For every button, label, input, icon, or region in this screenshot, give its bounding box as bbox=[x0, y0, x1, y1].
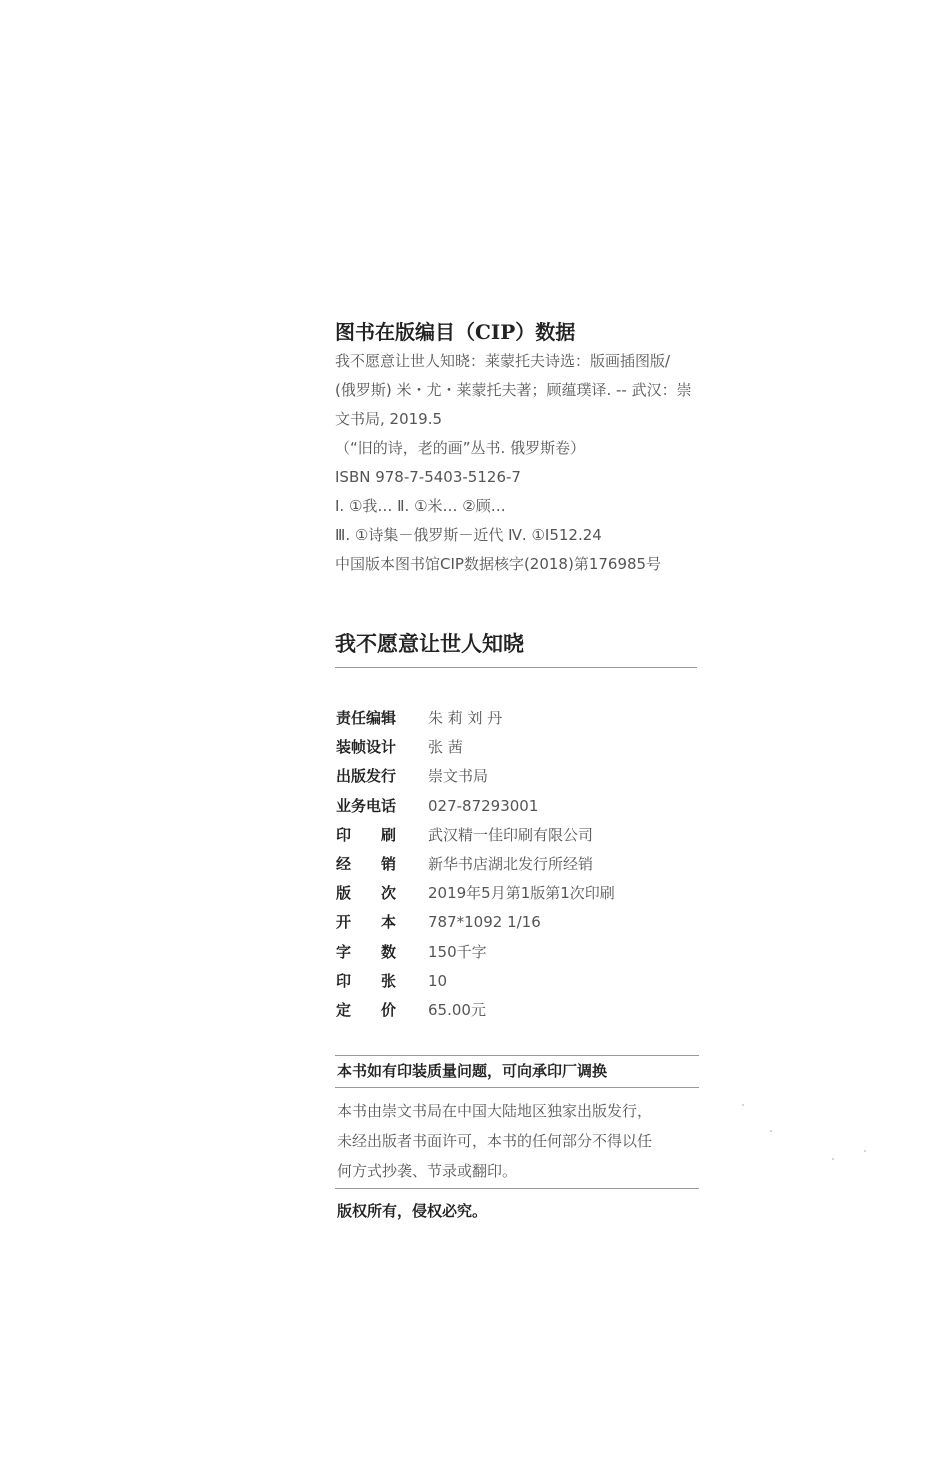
scan-speck bbox=[770, 1130, 772, 1132]
credit-value: 027-87293001 bbox=[428, 796, 539, 815]
credit-value: 65.00元 bbox=[428, 1000, 486, 1019]
credit-value: 2019年5月第1版第1次印刷 bbox=[428, 884, 615, 903]
rights-line: 何方式抄袭、节录或翻印。 bbox=[337, 1162, 518, 1180]
credit-row bbox=[336, 792, 716, 821]
notice-bottom-divider bbox=[335, 1087, 699, 1088]
credit-row bbox=[336, 733, 716, 762]
credit-value: 150千字 bbox=[428, 942, 487, 961]
credit-label: 印 刷 bbox=[336, 825, 397, 844]
rights-divider bbox=[335, 1188, 699, 1189]
credit-row bbox=[336, 821, 716, 850]
cip-line: Ⅰ. ①我… Ⅱ. ①米… ②顾… bbox=[335, 497, 506, 515]
cip-line: （“旧的诗，老的画”丛书. 俄罗斯卷） bbox=[335, 439, 586, 457]
credit-label: 印 张 bbox=[336, 971, 397, 990]
rights-statement bbox=[337, 1096, 717, 1186]
cip-heading: 图书在版编目（CIP）数据 bbox=[335, 320, 576, 344]
credit-row bbox=[336, 967, 716, 996]
credit-value: 新华书店湖北发行所经销 bbox=[428, 854, 594, 873]
notice-top-divider bbox=[335, 1055, 699, 1056]
credit-row bbox=[336, 762, 716, 791]
credit-value: 787*1092 1/16 bbox=[428, 913, 541, 932]
credit-row bbox=[336, 879, 716, 908]
book-title: 我不愿意让世人知晓 bbox=[335, 631, 524, 656]
copyright-notice: 版权所有，侵权必究。 bbox=[337, 1202, 488, 1220]
credit-value: 10 bbox=[428, 971, 448, 990]
cip-data-block bbox=[335, 347, 745, 579]
cip-line: 中国版本图书馆CIP数据核字(2018)第176985号 bbox=[335, 555, 662, 573]
credit-row bbox=[336, 704, 716, 733]
scan-speck bbox=[864, 1150, 866, 1152]
cip-line: Ⅲ. ①诗集－俄罗斯－近代 Ⅳ. ①I512.24 bbox=[335, 526, 602, 544]
cip-line: (俄罗斯) 米・尤・莱蒙托夫著；顾蕴璞译. -- 武汉：崇 bbox=[335, 381, 692, 399]
credit-row bbox=[336, 850, 716, 879]
credit-label: 经 销 bbox=[336, 854, 397, 873]
credit-row bbox=[336, 938, 716, 967]
credit-label: 版 次 bbox=[336, 884, 397, 903]
cip-line: 我不愿意让世人知晓：莱蒙托夫诗选：版画插图版/ bbox=[335, 352, 671, 370]
cip-line: ISBN 978-7-5403-5126-7 bbox=[335, 468, 521, 486]
rights-line: 未经出版者书面许可，本书的任何部分不得以任 bbox=[337, 1132, 653, 1150]
credit-row bbox=[336, 908, 716, 937]
credit-label: 装帧设计 bbox=[336, 738, 397, 757]
credit-row bbox=[336, 996, 716, 1025]
title-divider bbox=[335, 667, 697, 668]
credit-value: 崇文书局 bbox=[428, 767, 489, 786]
credit-label: 责任编辑 bbox=[336, 709, 397, 727]
credit-value: 张 茜 bbox=[428, 738, 463, 757]
rights-line: 本书由崇文书局在中国大陆地区独家出版发行， bbox=[337, 1102, 653, 1120]
credit-value: 朱 莉 刘 丹 bbox=[428, 709, 503, 727]
credit-value: 武汉精一佳印刷有限公司 bbox=[428, 825, 594, 844]
credit-label: 字 数 bbox=[336, 942, 397, 961]
scan-speck bbox=[832, 1158, 834, 1160]
credit-label: 出版发行 bbox=[336, 767, 397, 786]
scan-speck bbox=[742, 1104, 744, 1106]
credit-label: 定 价 bbox=[336, 1000, 397, 1019]
cip-line: 文书局, 2019.5 bbox=[335, 410, 443, 428]
credit-label: 业务电话 bbox=[336, 796, 397, 815]
credits-list bbox=[336, 704, 716, 1025]
credit-label: 开 本 bbox=[336, 913, 397, 932]
quality-notice: 本书如有印装质量问题，可向承印厂调换 bbox=[337, 1062, 608, 1080]
